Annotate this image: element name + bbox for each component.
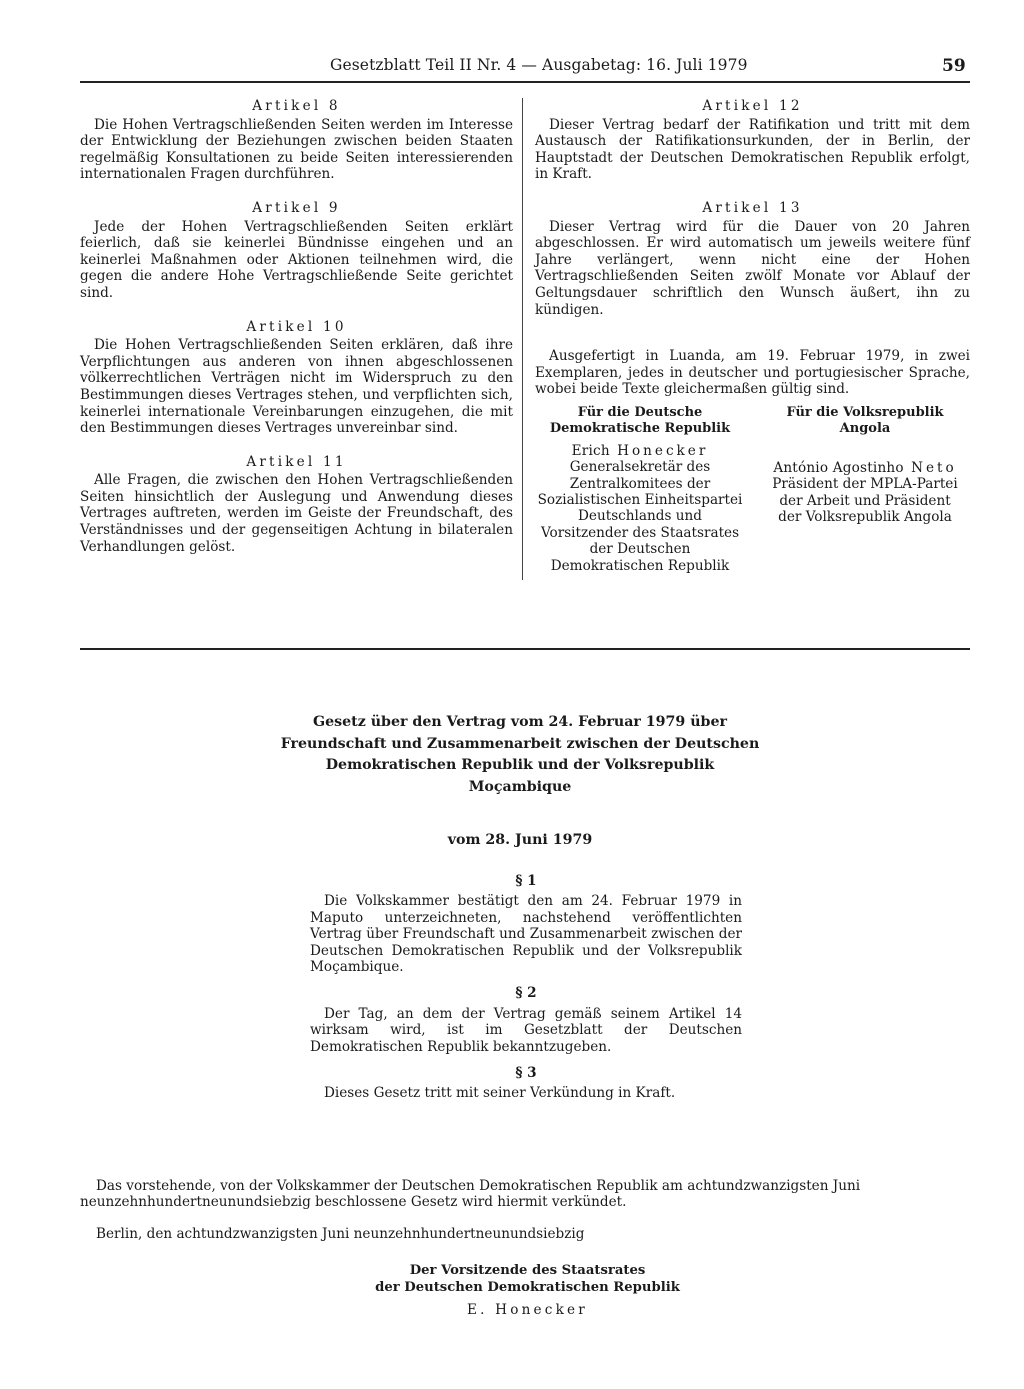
paragraph-text: Dieses Gesetz tritt mit seiner Verkündung in Kraft.: [324, 1085, 676, 1102]
article-text: Dieser Vertrag wird für die Dauer von 20 Jahren abgeschlossen. Er wird automatisch um jeweils weitere fünf Jahre verlängert, wenn nicht eine der Hohen Vertragschließenden Seiten zwölf Monate vor Ablauf der Geltungsdauer schriftlich den Wunsch äußert, ihn zu kündigen.: [535, 218, 970, 318]
article-text: Jede der Hohen Vertragschließenden Seiten erklärt feierlich, daß sie keinerlei Bündnisse eingehen und an keinerlei Maßnahmen oder Aktionen teilnehmen wird, die gegen die andere Hohe Vertragschließende Seite gerichtet sind.: [80, 218, 513, 301]
execution-clause: Ausgefertigt in Luanda, am 19. Februar 1979, in zwei Exemplaren, jedes in deutscher und portugiesischer Sprache, wobei beide Texte gleichermaßen gültig sind.: [535, 348, 970, 398]
law-body: [310, 873, 742, 1112]
article-heading: Artikel 9: [252, 199, 341, 216]
paragraph-sign: § 2: [515, 985, 537, 1002]
right-column: [535, 98, 970, 415]
article-heading: Artikel 12: [702, 98, 803, 114]
signatory-name: [762, 460, 968, 476]
signatory-role: Generalsekretär des Zentralkomitees der Sozialistischen Einheitspartei Deutschlands und Vorsitzender des Staatsrates der Deutschen Demokratischen Republik: [537, 459, 743, 574]
signature-ddr: [537, 405, 743, 574]
header-rule: [80, 81, 970, 83]
running-title: Gesetzblatt Teil II Nr. 4 — Ausgabetag: 16. Juli 1979: [330, 56, 748, 74]
promulgation-text: Das vorstehende, von der Volkskammer der Deutschen Demokratischen Republik am achtundzwanzigsten Juni neunzehnhundertneunundsiebzig beschlossene Gesetz wird hiermit verkündet.: [80, 1178, 861, 1211]
column-divider: [522, 98, 523, 580]
signatory-name: [537, 443, 743, 459]
paragraph-text: Der Tag, an dem der Vertrag gemäß seinem Artikel 14 wirksam wird, ist im Gesetzblatt der Deutschen Demokratischen Republik bekanntzugeben.: [310, 1005, 742, 1055]
running-head: [0, 56, 1024, 80]
signature-party: Für die Deutsche Demokratische Republik: [549, 405, 731, 437]
final-signature: [300, 1263, 755, 1318]
article-text: Die Hohen Vertragschließenden Seiten werden im Interesse der Entwicklung der Beziehungen zwischen beiden Staaten regelmäßig Konsultationen zu beide Seiten interessierenden internationalen Fragen durchführen.: [80, 116, 513, 183]
signature-party: Für die Volksrepublik Angola: [786, 405, 944, 437]
signatory-title: Der Vorsitzende des Staatsrates: [409, 1263, 646, 1278]
signatory-last-name: Honecker: [617, 442, 709, 459]
signatory-role: Präsident der MPLA-Partei der Arbeit und Präsident der Volksrepublik Angola: [772, 476, 958, 526]
signatory-last-name: Neto: [911, 459, 957, 476]
page-number: 59: [942, 56, 966, 76]
article-heading: Artikel 13: [702, 199, 803, 216]
article-heading: Artikel 10: [246, 318, 347, 335]
law-title: Gesetz über den Vertrag vom 24. Februar 1979 über Freundschaft und Zusammenarbeit zwischen der Deutschen Demokratischen Republik und der Volksrepublik Moçambique: [280, 714, 760, 795]
law-date: vom 28. Juni 1979: [447, 832, 593, 848]
article-heading: Artikel 8: [252, 98, 341, 114]
article-heading: Artikel 11: [246, 453, 347, 470]
promulgation: [80, 1178, 968, 1211]
signatory-title: der Deutschen Demokratischen Republik: [375, 1279, 680, 1295]
article-text: Die Hohen Vertragschließenden Seiten erklären, daß ihre Verpflichtungen aus anderen von ihnen abgeschlossenen völkerrechtlichen Verträgen nicht im Widerspruch zu den Bestimmungen dieses Vertrages stehen, und verpflichten sich, keinerlei internationale Vereinbarungen einzugehen, die mit den Bestimmungen dieses Vertrages unvereinbar sind.: [80, 337, 513, 437]
paragraph-sign: § 1: [515, 873, 537, 889]
place-date: Berlin, den achtundzwanzigsten Juni neunzehnhundertneunundsiebzig: [96, 1226, 585, 1242]
left-column: [80, 98, 513, 555]
signatory-first-name: António Agostinho: [773, 459, 904, 476]
signatory-name: E. Honecker: [467, 1301, 588, 1318]
signature-angola: [762, 405, 968, 525]
signatory-first-name: Erich: [571, 442, 610, 459]
article-text: Alle Fragen, die zwischen den Hohen Vertragschließenden Seiten hinsichtlich der Auslegung und Anwendung dieses Vertrages auftreten, werden im Geiste der Freundschaft, des Verständnisses und der gegenseitigen Achtung in bilateralen Verhandlungen gelöst.: [80, 472, 513, 555]
section-rule: [80, 648, 970, 650]
paragraph-sign: § 3: [515, 1065, 537, 1082]
article-text: Dieser Vertrag bedarf der Ratifikation und tritt mit dem Austausch der Ratifikationsurkunden, der in Berlin, der Hauptstadt der Deutschen Demokratischen Republik erfolgt, in Kraft.: [535, 116, 970, 183]
paragraph-text: Die Volkskammer bestätigt den am 24. Februar 1979 in Maputo unterzeichneten, nachstehend veröffentlichten Vertrag über Freundschaft und Zusammenarbeit zwischen der Deutschen Demokratischen Republik und der Volksrepublik Moçambique.: [310, 893, 742, 976]
